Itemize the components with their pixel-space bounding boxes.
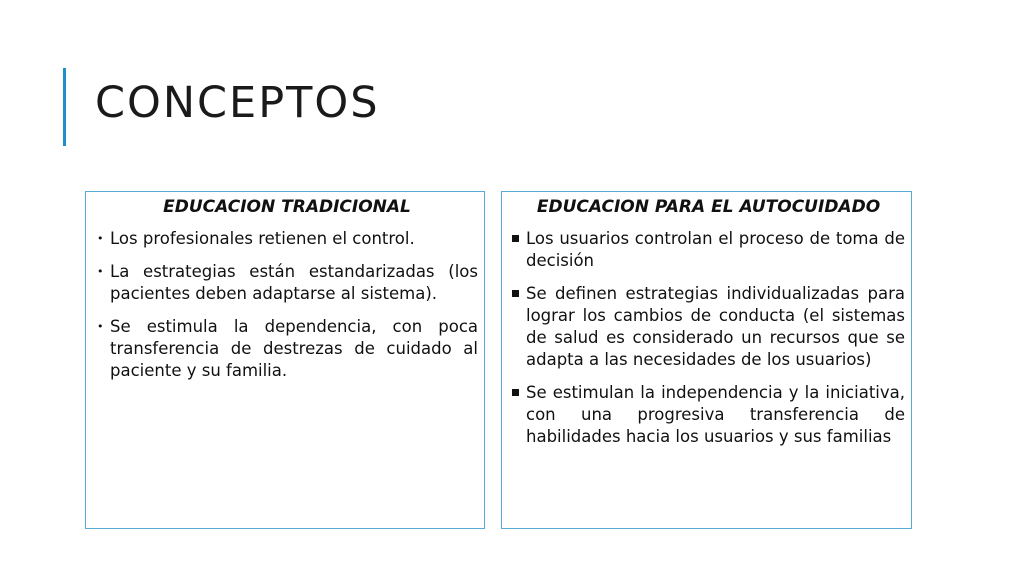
list-item (512, 283, 905, 371)
square-bullet-icon (512, 235, 519, 242)
list-item (512, 382, 905, 448)
round-bullet-icon: • (97, 265, 104, 278)
round-bullet-icon: • (97, 232, 104, 245)
list-item-text: Se estimula la dependencia, con poca transferencia de destrezas de cuidado al paciente y su familia. (110, 317, 478, 380)
slide-title: CONCEPTOS (95, 78, 380, 128)
list-item (96, 316, 478, 382)
self-care-education-list (512, 228, 905, 448)
list-item (96, 261, 478, 305)
list-item-text: Los profesionales retienen el control. (110, 229, 415, 248)
list-item-text: Se definen estrategias individualizadas para lograr los cambios de conducta (el sistemas de salud es considerado un recursos que se adapta a las necesidades de los usuarios) (526, 284, 905, 369)
traditional-education-box (85, 191, 485, 529)
square-bullet-icon (512, 290, 519, 297)
list-item (96, 228, 478, 250)
traditional-education-heading: EDUCACION TRADICIONAL (163, 197, 411, 217)
title-accent-bar (63, 68, 66, 146)
self-care-education-box (501, 191, 912, 529)
list-item-text: Los usuarios controlan el proceso de toma de decisión (526, 229, 905, 270)
list-item-text: Se estimulan la independencia y la iniciativa, con una progresiva transferencia de habilidades hacia los usuarios y sus familias (526, 383, 905, 446)
round-bullet-icon: • (97, 320, 104, 333)
self-care-education-heading: EDUCACION PARA EL AUTOCUIDADO (536, 197, 881, 217)
list-item-text: La estrategias están estandarizadas (los pacientes deben adaptarse al sistema). (110, 262, 478, 303)
list-item (512, 228, 905, 272)
square-bullet-icon (512, 389, 519, 396)
traditional-education-list (96, 228, 478, 382)
